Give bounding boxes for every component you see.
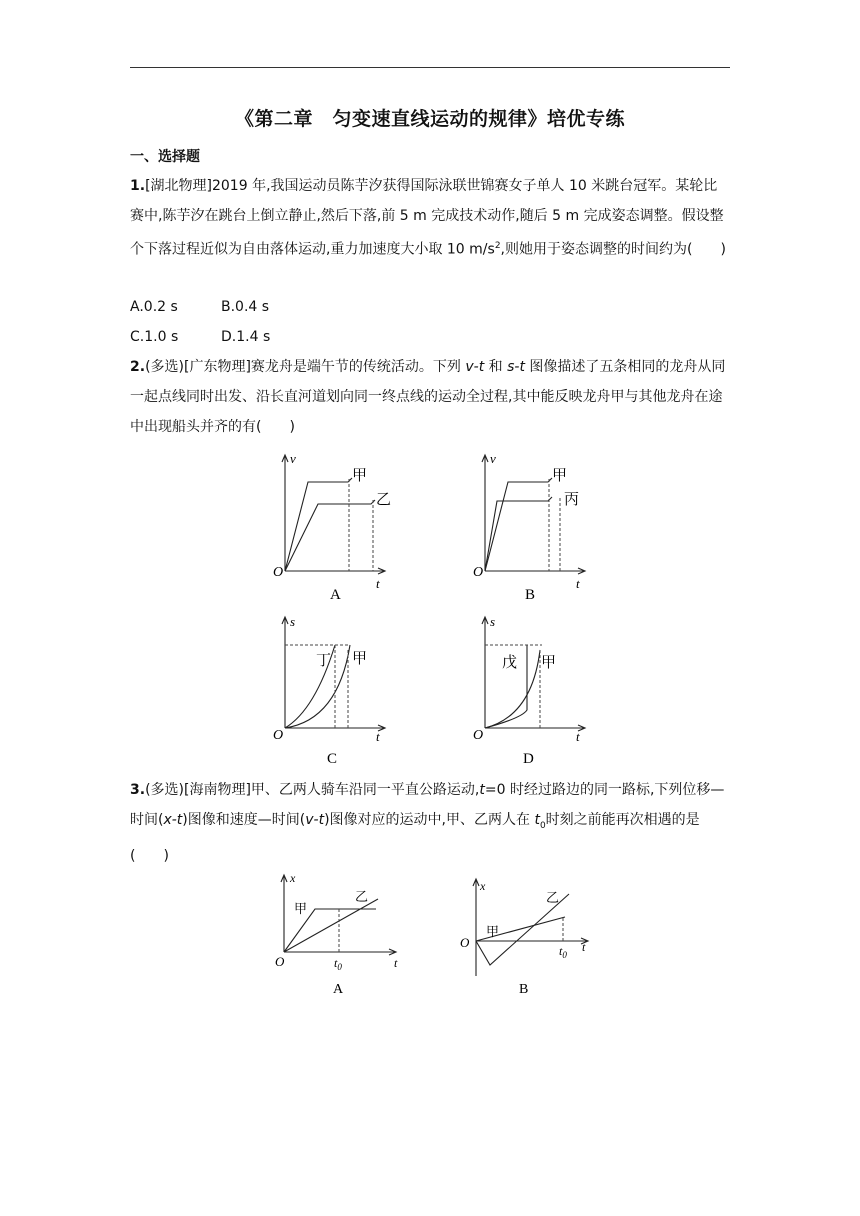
- q2-graph-d: [470, 612, 600, 768]
- question-2-text-1: (多选)[广东物理]赛龙舟是端午节的传统活动。下列: [145, 359, 466, 375]
- question-2-var-st: s-t: [507, 359, 525, 375]
- q2-a-series-label-jia: 甲: [352, 466, 368, 484]
- q3-a-t0-var: t: [334, 956, 338, 970]
- q2-b-caption: B: [525, 587, 536, 603]
- q2-a-series-label-yi: 乙: [376, 490, 392, 508]
- q2-graph-b: [470, 448, 600, 604]
- question-2-var-vt: v-t: [465, 359, 485, 375]
- question-3-text-1: (多选)[海南物理]甲、乙两人骑车沿同一平直公路运动,: [145, 782, 480, 798]
- q3-b-y-label: x: [480, 879, 486, 893]
- q2-b-series-jia: [485, 478, 552, 571]
- question-3-number: 3.: [130, 782, 146, 798]
- q3-b-x-label: t: [582, 940, 586, 954]
- q2-graph-c: [270, 612, 400, 768]
- question-1-number: 1.: [130, 178, 146, 194]
- q2-a-series-jia: [285, 478, 352, 571]
- question-2: [130, 352, 730, 442]
- q2-a-x-label: t: [376, 576, 380, 591]
- q3-b-origin: O: [460, 935, 470, 950]
- q3-b-series-label-jia: 甲: [486, 925, 500, 940]
- q2-c-y-label: s: [290, 614, 296, 629]
- question-1: [130, 171, 730, 265]
- q2-b-origin: O: [473, 565, 484, 580]
- q2-d-series-label-jia: 甲: [541, 653, 557, 671]
- question-3-var-t0: t: [534, 812, 540, 828]
- question-2-text-3: 图像描述了五条相同的龙舟从同一起点线同时出发、沿长直河道划向同一终点线的运动全过程,其中能反映龙舟甲与其他龙舟在途中出现船头并齐的有( ): [130, 359, 726, 435]
- q2-b-y-label: v: [490, 451, 496, 466]
- question-1-text-a: [湖北物理]2019 年,我国运动员陈芋汐获得国际泳联世锦赛女子单人 10 米跳台冠军。某轮比赛中,陈芋汐在跳台上倒立静止,然后下落,前 5 m 完成技术动作,随后 5 m 完成姿态调整。假设整个下落过程近似为自由落体运动,重力加速度大小取 10 m/s: [130, 178, 724, 258]
- q2-d-y-label: s: [490, 614, 496, 629]
- q3-a-series-label-jia: 甲: [294, 902, 308, 917]
- q2-b-series-label-bing: 丙: [564, 490, 580, 508]
- question-3-text-2: =0 时经过路边的同一路标,下列位移—时间(: [130, 782, 725, 828]
- question-3-subscript: 0: [539, 820, 546, 831]
- question-2-text-2: 和: [484, 359, 508, 375]
- question-1-text-b: ,则她用于姿态调整的时间约为( ): [500, 241, 726, 258]
- question-3-text-4: )图像对应的运动中,甲、乙两人在: [324, 812, 535, 828]
- q3-graph-b: [452, 868, 602, 1000]
- q3-b-series-label-yi: 乙: [546, 891, 560, 906]
- q3-a-y-label: x: [290, 871, 296, 885]
- q2-a-caption: A: [330, 587, 341, 603]
- header-rule: [130, 67, 730, 68]
- q3-graph-a: [270, 868, 410, 1000]
- q2-b-series-label-jia: 甲: [552, 466, 568, 484]
- q3-a-series-label-yi: 乙: [355, 890, 369, 905]
- question-3-text-5: 时刻之前能再次相遇的是( ): [130, 812, 700, 864]
- q2-graph-a: [270, 448, 400, 604]
- q2-c-caption: C: [327, 751, 338, 767]
- q3-a-origin: O: [275, 954, 285, 969]
- q2-d-origin: O: [473, 728, 484, 743]
- q3-a-x-label: t: [394, 956, 398, 970]
- q2-a-series-yi: [285, 500, 375, 571]
- q2-a-origin: O: [273, 565, 284, 580]
- question-3-var-vt: v-t: [305, 812, 325, 828]
- q3-a-t0-label: [334, 956, 342, 972]
- q3-b-t0-var: t: [559, 944, 563, 958]
- question-3-var-xt: x-t: [163, 812, 183, 828]
- question-1-superscript: 2: [494, 241, 501, 251]
- q3-b-t0-sub: 0: [562, 950, 567, 960]
- q3-a-caption: A: [333, 982, 344, 997]
- page-title: 《第二章 匀变速直线运动的规律》培优专练: [234, 108, 625, 130]
- question-3-text-3: )图像和速度—时间(: [182, 812, 306, 828]
- q2-d-x-label: t: [576, 729, 580, 744]
- q3-a-t0-sub: 0: [337, 962, 342, 972]
- q2-a-y-label: v: [290, 451, 296, 466]
- q1-option-c: C.1.0 s: [130, 329, 179, 345]
- q3-b-caption: B: [519, 982, 529, 997]
- question-2-number: 2.: [130, 359, 146, 375]
- q2-c-x-label: t: [376, 729, 380, 744]
- question-3: [130, 775, 730, 871]
- q1-option-a: A.0.2 s: [130, 299, 178, 315]
- q1-option-d: D.1.4 s: [221, 329, 271, 345]
- q2-d-series-label-wu: 戊: [502, 653, 518, 671]
- q2-c-series-label-ding: 丁: [316, 651, 332, 669]
- q3-b-t0-label: [559, 944, 567, 960]
- q2-c-series-label-jia: 甲: [352, 649, 368, 667]
- question-3-var-t: t: [479, 782, 485, 798]
- q2-d-caption: D: [523, 751, 534, 767]
- q2-c-origin: O: [273, 728, 284, 743]
- q2-b-x-label: t: [576, 576, 580, 591]
- q1-option-b: B.0.4 s: [221, 299, 270, 315]
- section-heading: 一、选择题: [130, 149, 200, 165]
